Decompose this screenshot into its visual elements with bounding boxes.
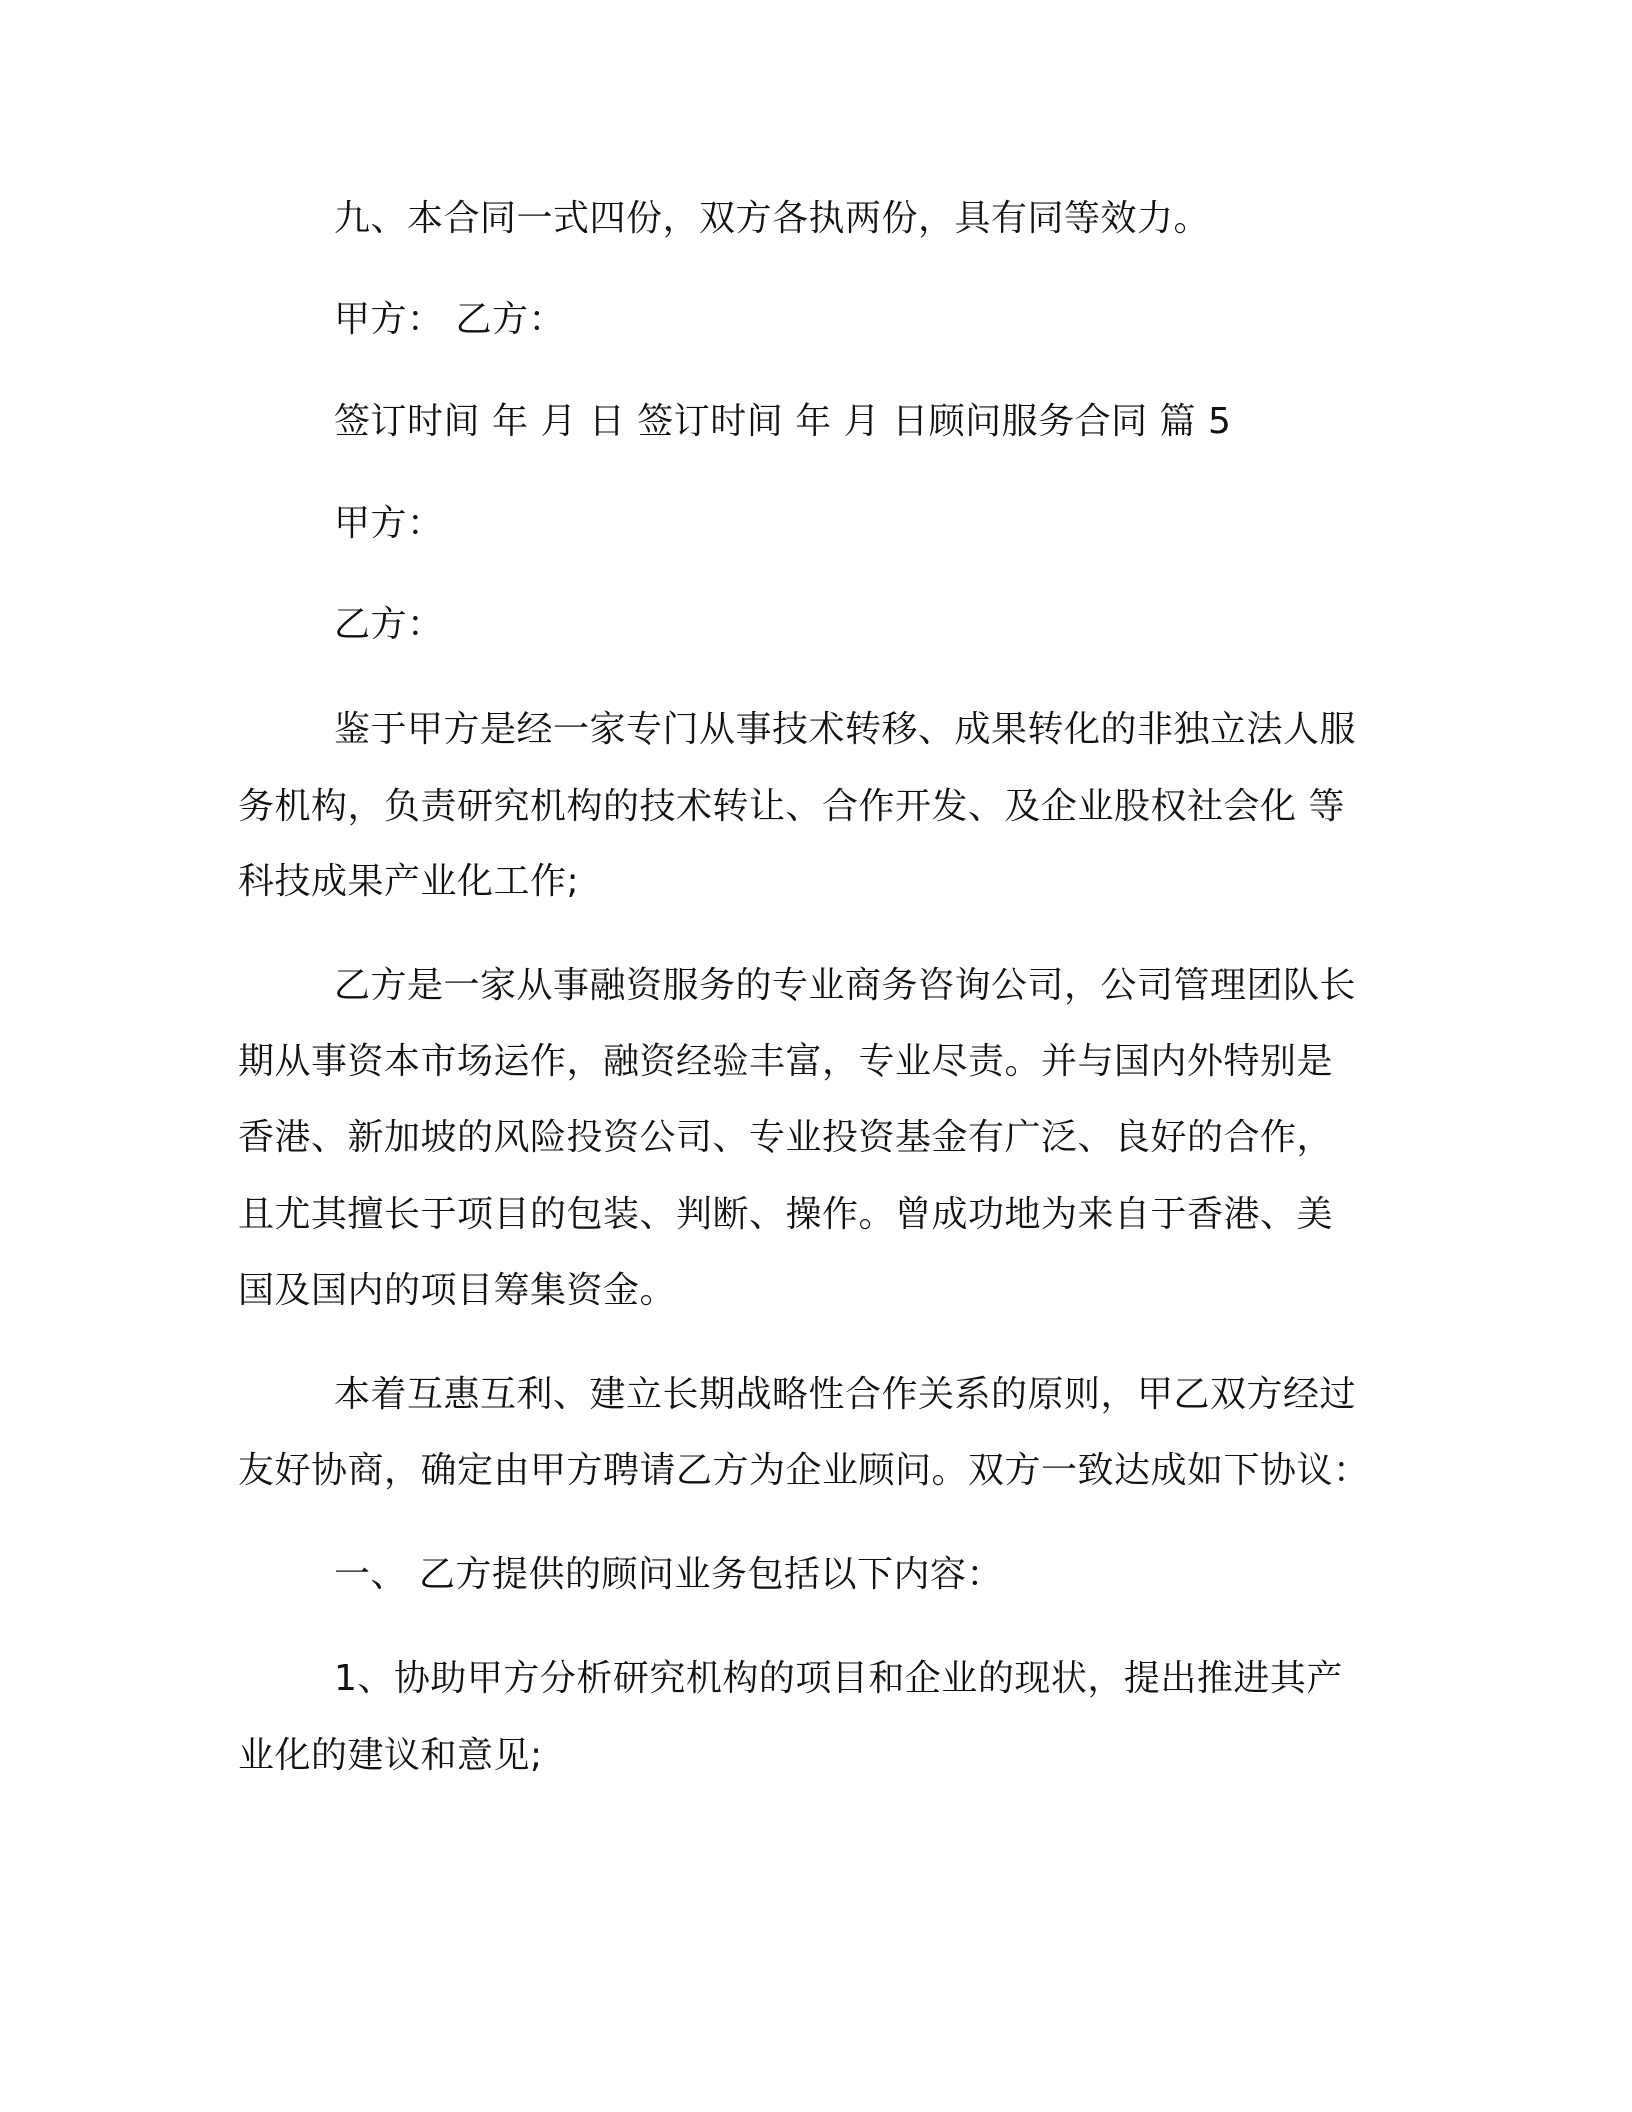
paragraph-party-b-line-2: 期从事资本市场运作，融资经验丰富，专业尽责。并与国内外特别是 bbox=[238, 1041, 1334, 1082]
party-a-b-signature: 甲方： 乙方： bbox=[334, 299, 565, 340]
paragraph-party-b-line-5: 国及国内的项目筹集资金。 bbox=[238, 1270, 677, 1311]
section-one-heading: 一、 乙方提供的顾问业务包括以下内容： bbox=[334, 1554, 1003, 1595]
item-one-line-1: 1、协助甲方分析研究机构的项目和企业的现状，提出推进其产 bbox=[334, 1658, 1343, 1699]
signing-date-and-title: 签订时间 年 月 日 签订时间 年 月 日顾问服务合同 篇 5 bbox=[334, 401, 1232, 442]
clause-nine-copies: 九、本合同一式四份，双方各执两份，具有同等效力。 bbox=[334, 198, 1211, 239]
paragraph-party-b-line-4: 且尤其擅长于项目的包装、判断、操作。曾成功地为来自于香港、美 bbox=[238, 1194, 1334, 1235]
paragraph-principle-line-2: 友好协商，确定由甲方聘请乙方为企业顾问。双方一致达成如下协议： bbox=[238, 1450, 1370, 1491]
paragraph-whereas-line-1: 鉴于甲方是经一家专门从事技术转移、成果转化的非独立法人服 bbox=[334, 709, 1357, 750]
paragraph-party-b-line-1: 乙方是一家从事融资服务的专业商务咨询公司，公司管理团队长 bbox=[334, 965, 1357, 1006]
paragraph-party-b-line-3: 香港、新加坡的风险投资公司、专业投资基金有广泛、良好的合作， bbox=[238, 1117, 1334, 1158]
paragraph-whereas-line-3: 科技成果产业化工作; bbox=[238, 861, 580, 902]
party-b-label: 乙方： bbox=[334, 604, 444, 645]
paragraph-principle-line-1: 本着互惠互利、建立长期战略性合作关系的原则，甲乙双方经过 bbox=[334, 1374, 1357, 1415]
paragraph-whereas-line-2: 务机构，负责研究机构的技术转让、合作开发、及企业股权社会化 等 bbox=[238, 786, 1345, 827]
item-one-line-2: 业化的建议和意见; bbox=[238, 1735, 543, 1776]
party-a-label: 甲方： bbox=[334, 503, 444, 544]
